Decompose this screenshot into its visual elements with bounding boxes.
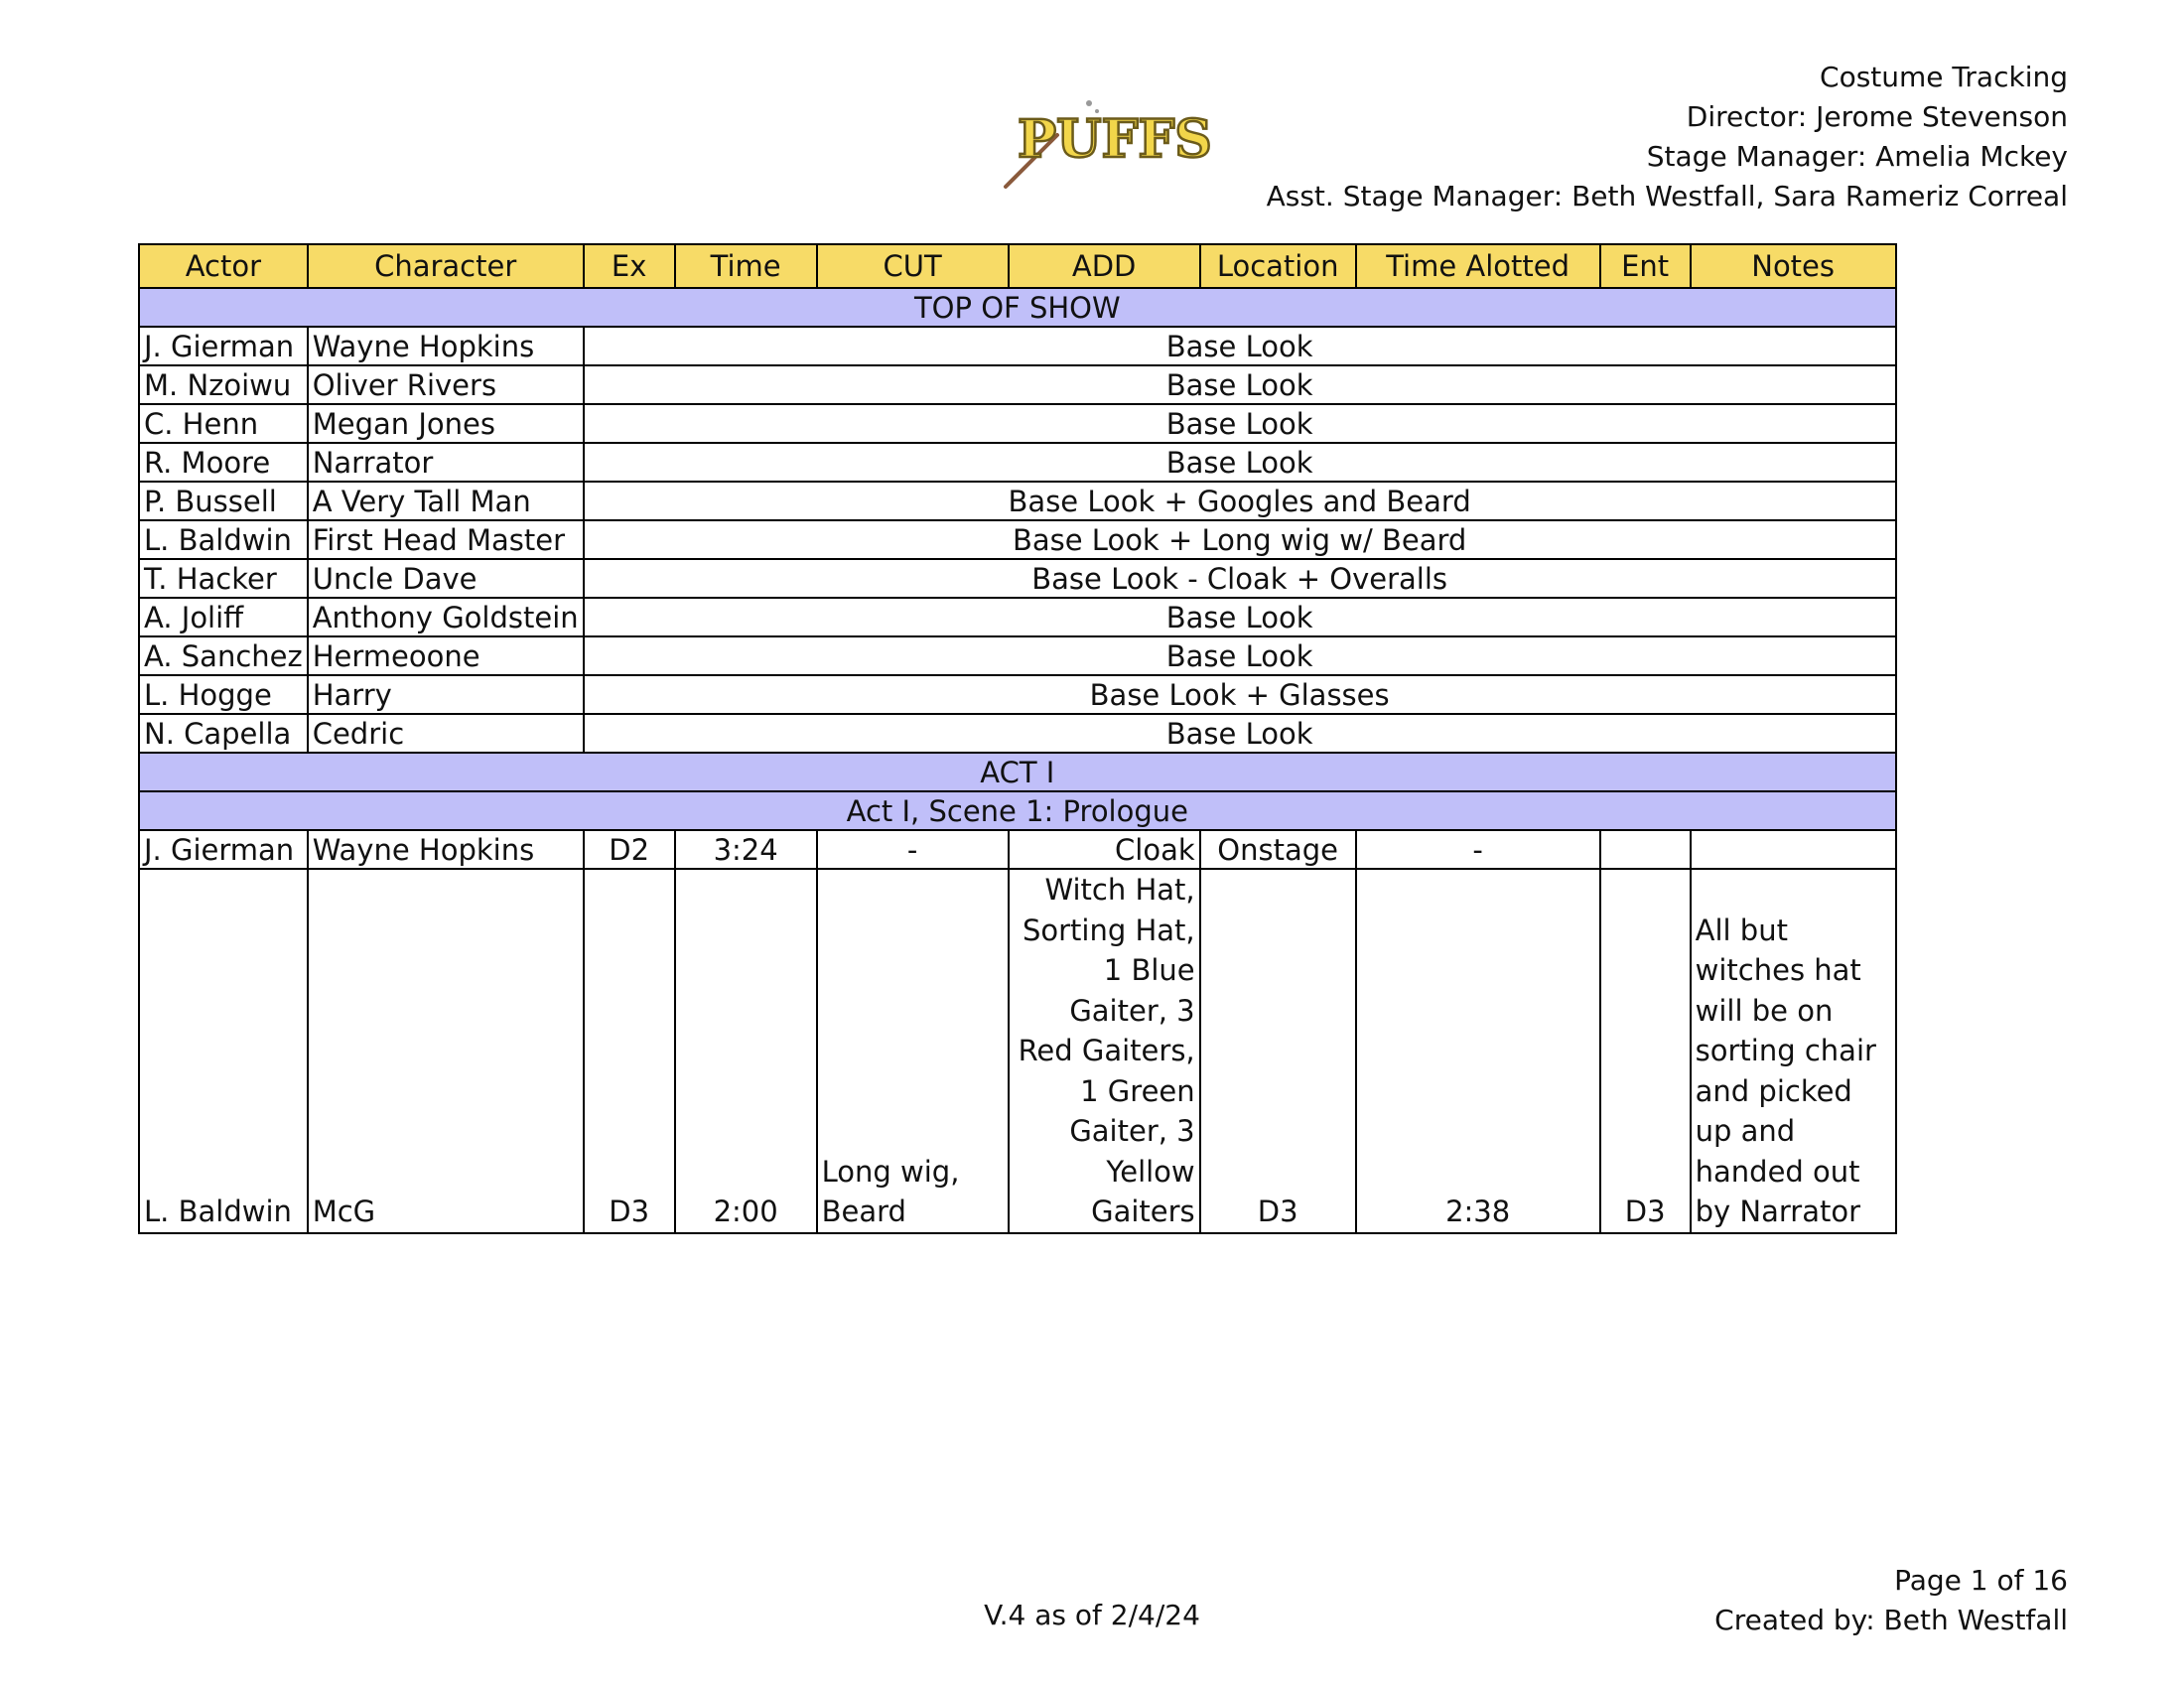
document-title: Costume Tracking [1820, 61, 2068, 93]
version-footer: V.4 as of 2/4/24 [984, 1599, 1200, 1631]
time-alotted-cell: - [1356, 830, 1600, 869]
character-cell: Uncle Dave [308, 559, 584, 598]
col-ex: Ex [584, 244, 675, 288]
table-row [139, 830, 1896, 869]
time-cell: 3:24 [675, 830, 817, 869]
look-cell: Base Look + Glasses [584, 675, 1896, 714]
ent-cell [1600, 830, 1691, 869]
character-cell: Wayne Hopkins [308, 327, 584, 365]
section-row [139, 288, 1896, 327]
col-cut: CUT [817, 244, 1009, 288]
table-row [139, 636, 1896, 675]
ent-cell: D3 [1600, 869, 1691, 1233]
time-alotted-cell: 2:38 [1356, 869, 1600, 1233]
col-ent: Ent [1600, 244, 1691, 288]
character-cell: Oliver Rivers [308, 365, 584, 404]
look-cell: Base Look - Cloak + Overalls [584, 559, 1896, 598]
table-row [139, 520, 1896, 559]
add-cell: Cloak [1009, 830, 1200, 869]
look-cell: Base Look + Googles and Beard [584, 482, 1896, 520]
character-cell: A Very Tall Man [308, 482, 584, 520]
look-cell: Base Look [584, 714, 1896, 753]
character-cell: Narrator [308, 443, 584, 482]
col-actor: Actor [139, 244, 308, 288]
section-row [139, 753, 1896, 791]
look-cell: Base Look [584, 443, 1896, 482]
cut-cell: Long wig, Beard [817, 869, 1009, 1233]
actor-cell: A. Joliff [139, 598, 308, 636]
col-notes: Notes [1691, 244, 1896, 288]
asst-stage-manager-line: Asst. Stage Manager: Beth Westfall, Sara Rameriz Correal [1266, 180, 2068, 212]
table-row [139, 404, 1896, 443]
character-cell: Wayne Hopkins [308, 830, 584, 869]
actor-cell: T. Hacker [139, 559, 308, 598]
table-row [139, 559, 1896, 598]
costume-tracking-table [138, 243, 1897, 1234]
actor-cell: M. Nzoiwu [139, 365, 308, 404]
actor-cell: J. Gierman [139, 830, 308, 869]
col-time-alotted: Time Alotted [1356, 244, 1600, 288]
ex-cell: D2 [584, 830, 675, 869]
stage-manager-line: Stage Manager: Amelia Mckey [1646, 140, 2068, 173]
location-cell: Onstage [1200, 830, 1356, 869]
actor-cell: A. Sanchez [139, 636, 308, 675]
character-cell: Hermeoone [308, 636, 584, 675]
ex-cell: D3 [584, 869, 675, 1233]
director-line: Director: Jerome Stevenson [1686, 100, 2068, 133]
actor-cell: N. Capella [139, 714, 308, 753]
time-cell: 2:00 [675, 869, 817, 1233]
notes-cell: All but witches hat will be on sorting chair and picked up and handed out by Narrator [1691, 869, 1896, 1233]
location-cell: D3 [1200, 869, 1356, 1233]
character-cell: Anthony Goldstein [308, 598, 584, 636]
col-add: ADD [1009, 244, 1200, 288]
character-cell: Megan Jones [308, 404, 584, 443]
look-cell: Base Look + Long wig w/ Beard [584, 520, 1896, 559]
created-by: Created by: Beth Westfall [1714, 1604, 2068, 1636]
table-row [139, 675, 1896, 714]
table-row [139, 443, 1896, 482]
puffs-logo [998, 95, 1212, 195]
look-cell: Base Look [584, 365, 1896, 404]
document-header [1267, 58, 2068, 216]
table-row [139, 598, 1896, 636]
table-row [139, 714, 1896, 753]
actor-cell: C. Henn [139, 404, 308, 443]
section-act-1: ACT I [139, 753, 1896, 791]
actor-cell: R. Moore [139, 443, 308, 482]
table-row [139, 327, 1896, 365]
notes-cell [1691, 830, 1896, 869]
cut-cell: - [817, 830, 1009, 869]
look-cell: Base Look [584, 598, 1896, 636]
page-footer [1714, 1561, 2068, 1640]
section-top-of-show: TOP OF SHOW [139, 288, 1896, 327]
col-time: Time [675, 244, 817, 288]
character-cell: Cedric [308, 714, 584, 753]
character-cell: Harry [308, 675, 584, 714]
character-cell: McG [308, 869, 584, 1233]
col-character: Character [308, 244, 584, 288]
table-row [139, 869, 1896, 1233]
col-location: Location [1200, 244, 1356, 288]
table-header-row [139, 244, 1896, 288]
add-cell: Witch Hat, Sorting Hat, 1 Blue Gaiter, 3 Red Gaiters, 1 Green Gaiter, 3 Yellow Gaiters [1009, 869, 1200, 1233]
actor-cell: P. Bussell [139, 482, 308, 520]
table-row [139, 365, 1896, 404]
look-cell: Base Look [584, 636, 1896, 675]
actor-cell: L. Baldwin [139, 520, 308, 559]
logo-text: PUFFS [1018, 109, 1212, 170]
section-act-1-scene-1: Act I, Scene 1: Prologue [139, 791, 1896, 830]
look-cell: Base Look [584, 404, 1896, 443]
actor-cell: J. Gierman [139, 327, 308, 365]
actor-cell: L. Hogge [139, 675, 308, 714]
character-cell: First Head Master [308, 520, 584, 559]
page-number: Page 1 of 16 [1894, 1564, 2068, 1597]
actor-cell: L. Baldwin [139, 869, 308, 1233]
look-cell: Base Look [584, 327, 1896, 365]
table-row [139, 482, 1896, 520]
section-row [139, 791, 1896, 830]
